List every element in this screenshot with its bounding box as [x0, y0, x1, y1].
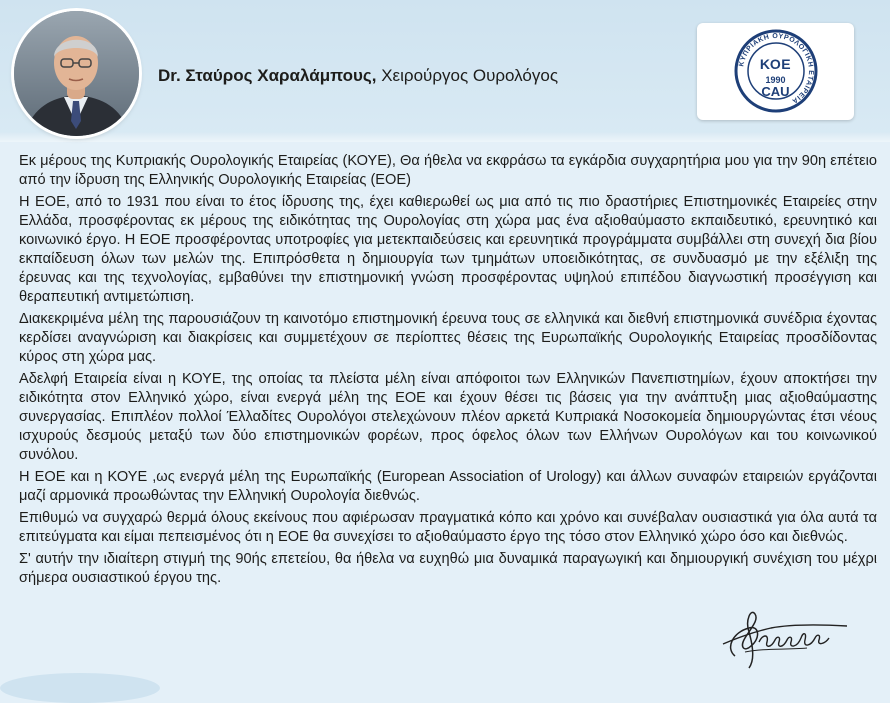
signature-icon	[715, 598, 855, 676]
footer-decoration	[0, 673, 160, 703]
society-logo	[697, 23, 854, 120]
logo-ring-text: ΚΥΠΡΙΑΚΗ ΟΥΡΟΛΟΓΙΚΗ ΕΤΑΙΡΕΙΑ	[738, 32, 815, 105]
author-photo	[14, 11, 139, 136]
paragraph: Διακεκριμένα μέλη της παρουσιάζουν τη καινοτόμο επιστημονική έρευνα τους σε ελληνικά και διεθνή επιστημονικά συνέδρια έχοντας κερδίσει αναγνώριση και διακρίσεις και συμμετέχουν σε περίοπτες θέσεις της Ευρωπαϊκής Ουρολογικής Εταιρείας προσδίδοντας κύρος στη χώρα μας.	[19, 311, 877, 365]
author-title: Χειρούργος Ουρολόγος	[376, 66, 559, 85]
paragraph: Σ' αυτήν την ιδιαίτερη στιγμή της 90ής επετείου, θα ήθελα να ευχηθώ μια δυναμικά παραγωγική και δημιουργική συνέχιση του μέχρι σήμερα ουσιαστικού έργου της.	[19, 551, 877, 586]
paragraph: Επιθυμώ να συγχαρώ θερμά όλους εκείνους που αφιέρωσαν πραγματικά κόπο και χρόνο και συνέβαλαν ουσιαστικά για όλα αυτά τα επιτεύγματα και είμαι πεπεισμένος ότι η ΕΟΕ θα συνεχίσει το αξιοθαύμαστο έργο της τόσο στον Ελληνικό χώρο όσο και διεθνώς.	[19, 510, 877, 545]
author-heading	[158, 66, 558, 86]
paragraph: Αδελφή Εταιρεία είναι η ΚΟΥΕ, της οποίας τα πλείστα μέλη είναι απόφοιτοι των Ελληνικών Πανεπιστημίων, έχουν αποκτήσει την ειδικότητα στον Ελληνικό χώρο, είναι ενεργά μέλη της ΕΟΕ και έχουν θέσει τις βάσεις για την ανάπτυξη μιας αξιοθαύμαστης συνεργασίας. Επιπλέον πολλοί Έλλαδίτες Ουρολόγοι στελεχώνουν πλέον αρκετά Κυπριακά Νοσοκομεία δημιουργώντας έτσι νέους ισχυρούς δεσμούς μεταξύ των δύο επιστημονικών φορέων, προς όφελος όλων των Ελλήνων Ουρολόγων και του κοινωνικού συνόλου.	[19, 371, 877, 463]
logo-year: 1990	[765, 75, 786, 85]
logo-short-name: CAU	[761, 84, 790, 99]
letter-body	[19, 152, 877, 591]
paragraph: Η ΕΟΕ, από το 1931 που είναι το έτος ίδρυσης της, έχει καθιερωθεί ως μια από τις πιο δραστήριες Επιστημονικές Εταιρείες στην Ελλάδα, προσφέροντας εκ μέρους της ειδικότητας της Ουρολογίας στη χώρα μας ένα αξιοθαύμαστο εκπαιδευτικό, ερευνητικό και κοινωνικό έργο. Η ΕΟΕ προσφέροντας υποτροφίες για μετεκπαιδεύσεις και ερευνητικά προγράμματα συμβάλλει στη συνεχή δια βίου εκπαίδευση όλων των μελών της. Επιπρόσθετα η δημιουργία των τμημάτων υποειδικότητας, σε συνδυασμό με την εξέλιξη της έρευνας και της τεχνολογίας, εμβαθύνει την επιστημονική γνώση προσφέροντας υψηλού επιπέδου διαγνωστική προσέγγιση και θεραπευτική αντιμετώπιση.	[19, 194, 877, 305]
author-name: Dr. Σταύρος Χαραλάμπους,	[158, 66, 377, 85]
portrait-image	[14, 11, 139, 136]
paragraph: Εκ μέρους της Κυπριακής Ουρολογικής Εταιρείας (ΚΟΥΕ), Θα ήθελα να εκφράσω τα εγκάρδια συγχαρητήρια μου για την 90η επέτειο από την ίδρυση της Ελληνικής Ουρολογικής Εταιρείας (ΕΟΕ)	[19, 153, 877, 188]
paragraph: Η ΕΟΕ και η ΚΟΥΕ ,ως ενεργά μέλη της Ευρωπαϊκής (European Association of Urology) και άλλων συναφών εταιρειών εργάζονται μαζί αρμονικά προωθώντας την Ελληνική Ουρολογία διεθνώς.	[19, 469, 877, 504]
handwritten-signature	[715, 598, 855, 676]
logo-abbreviation: ΚΟΕ	[759, 56, 792, 72]
